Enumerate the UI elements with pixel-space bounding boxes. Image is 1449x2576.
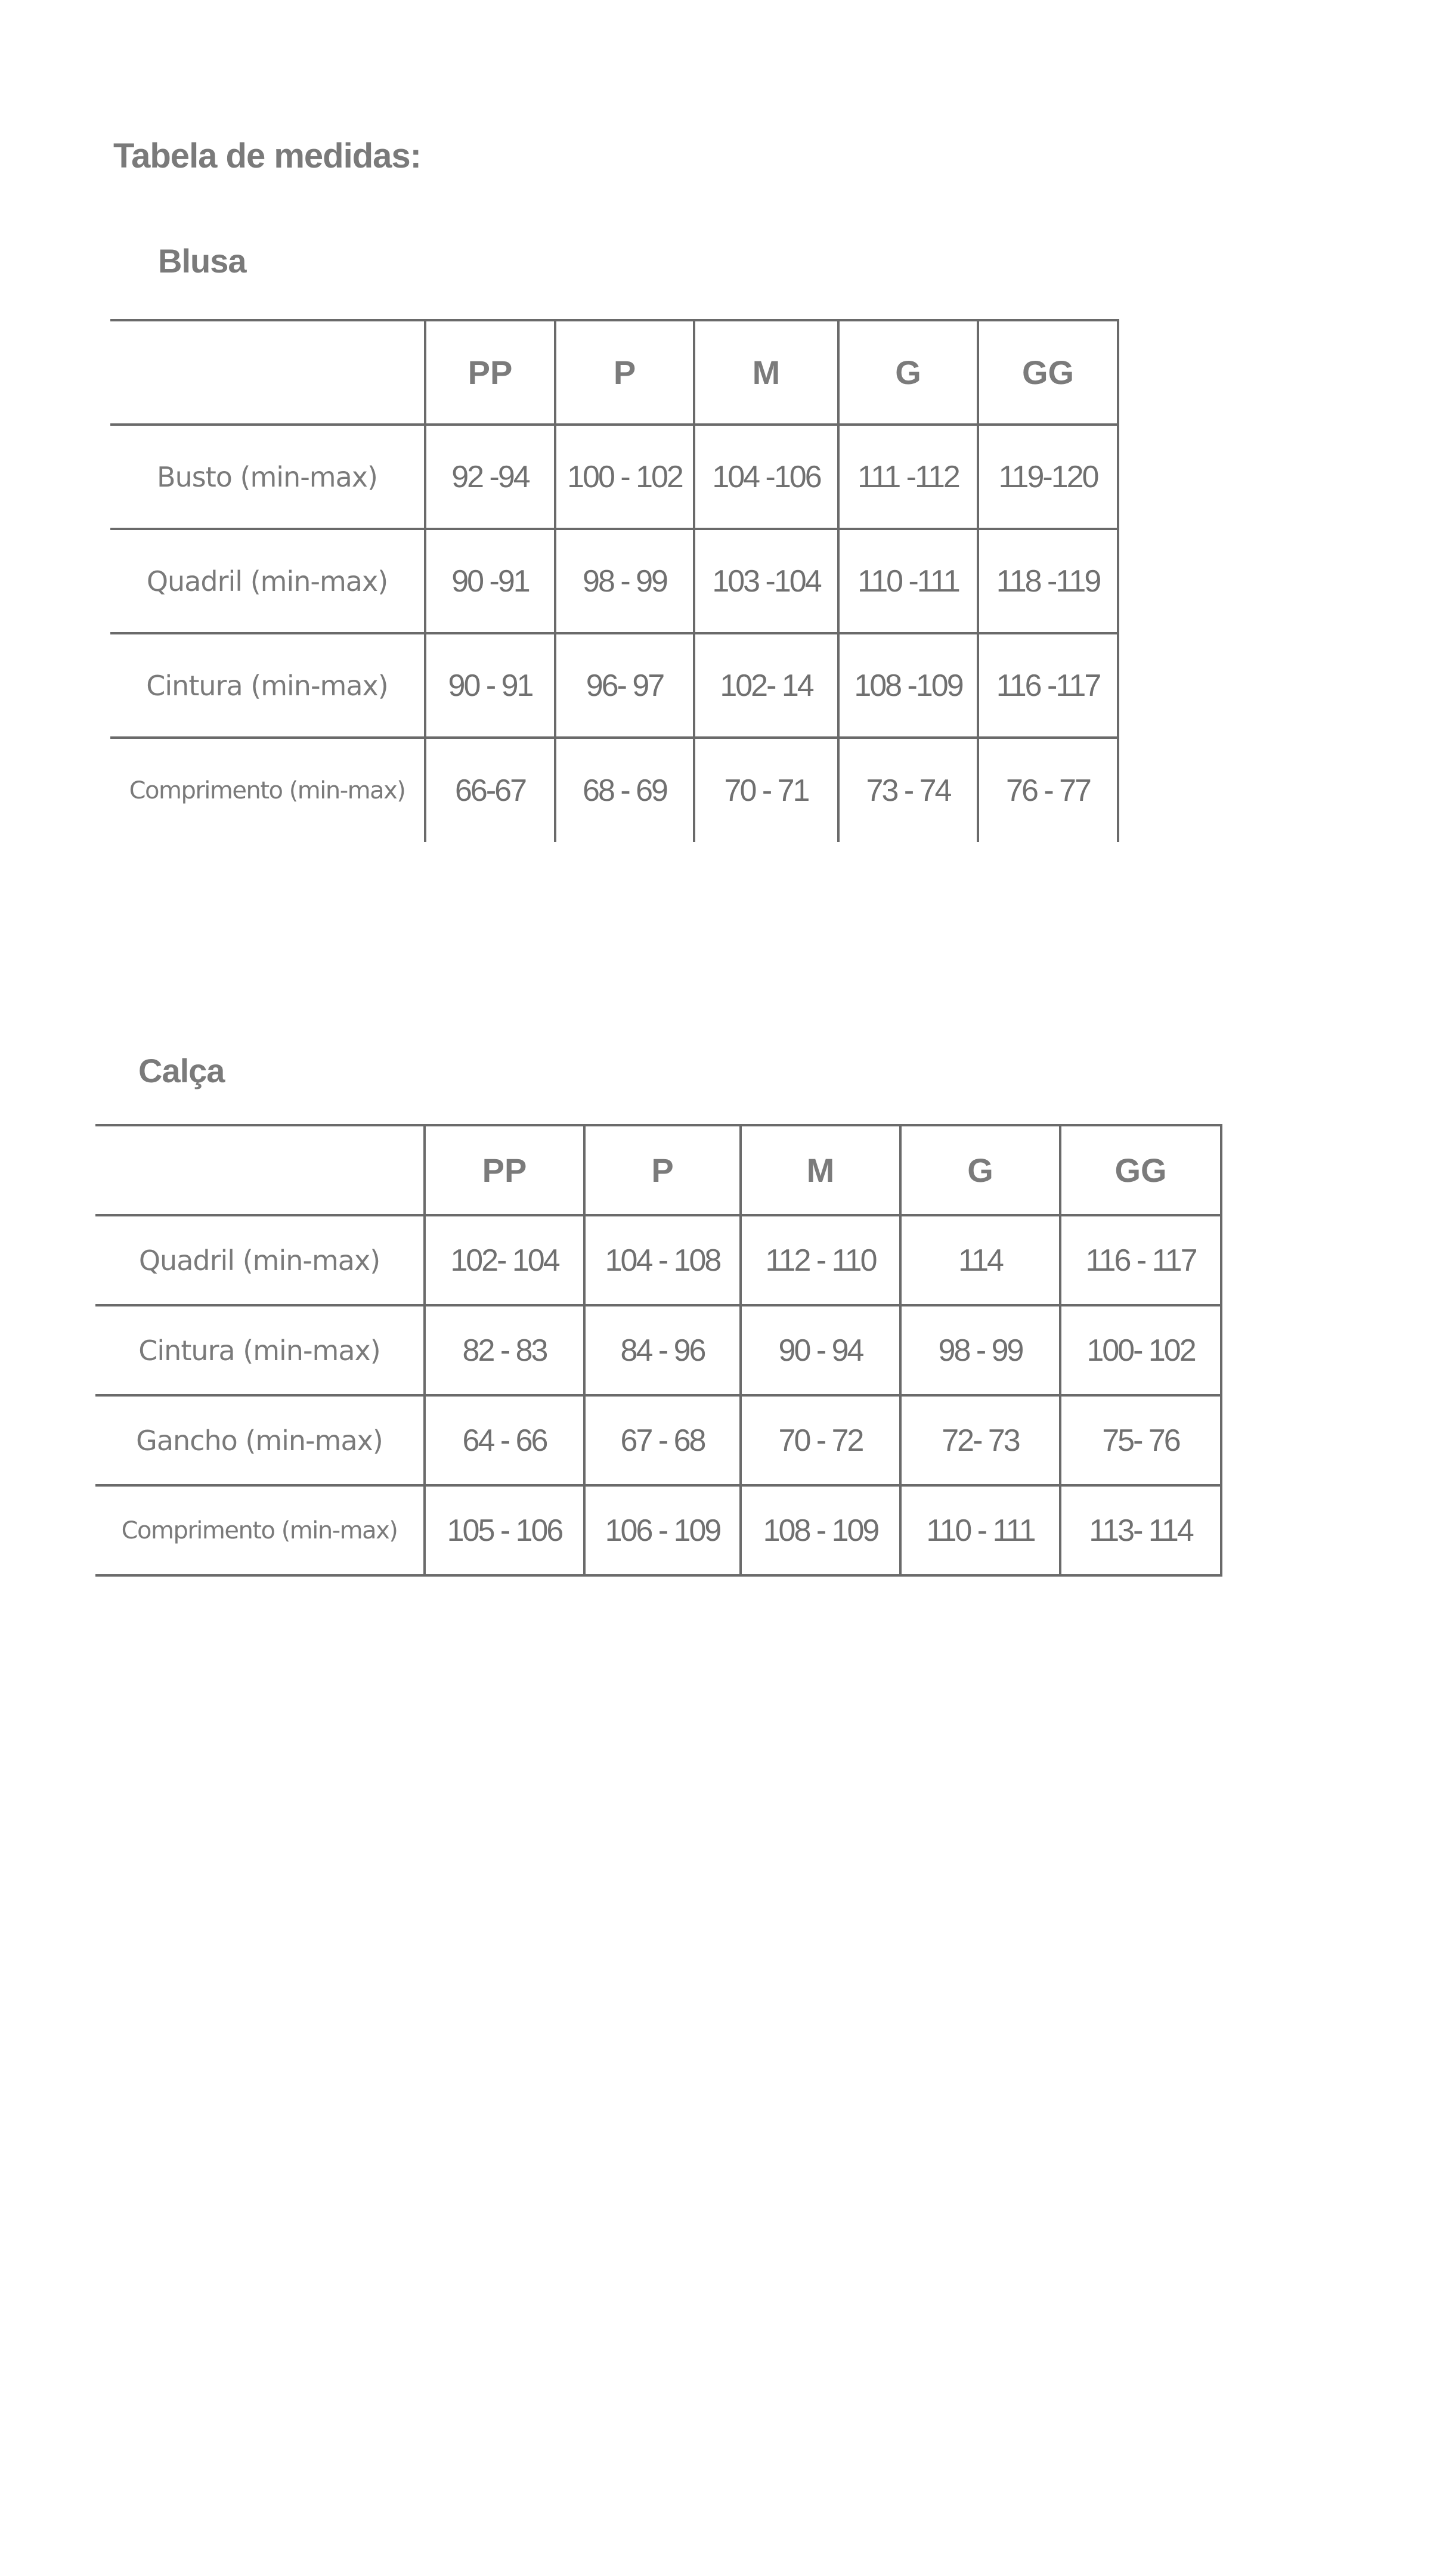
calca-section-title: Calça — [138, 1052, 225, 1089]
blusa-header-row — [110, 320, 1118, 425]
table-row — [110, 633, 1118, 738]
table-cell: 67 - 68 — [584, 1395, 741, 1485]
table-cell: 96- 97 — [555, 633, 694, 738]
size-header-gg: GG — [1060, 1125, 1221, 1215]
row-label-comprimento: Comprimento (min-max) — [95, 1485, 425, 1575]
table-cell: 110 - 111 — [900, 1485, 1060, 1575]
table-cell: 114 — [900, 1215, 1060, 1305]
blusa-size-table — [110, 319, 1119, 842]
table-cell: 116 -117 — [978, 633, 1118, 738]
table-cell: 92 -94 — [425, 425, 555, 529]
table-cell: 112 - 110 — [741, 1215, 900, 1305]
table-cell: 76 - 77 — [978, 738, 1118, 842]
table-cell: 106 - 109 — [584, 1485, 741, 1575]
row-label-quadril: Quadril (min-max) — [95, 1215, 425, 1305]
table-cell: 90 - 94 — [741, 1305, 900, 1395]
table-cell: 108 -109 — [838, 633, 978, 738]
table-cell: 70 - 71 — [694, 738, 838, 842]
size-header-pp: PP — [425, 320, 555, 425]
table-row — [95, 1215, 1221, 1305]
table-cell: 90 - 91 — [425, 633, 555, 738]
table-row — [95, 1395, 1221, 1485]
page-title: Tabela de medidas: — [113, 137, 421, 175]
header-empty-cell — [110, 320, 425, 425]
table-cell: 98 - 99 — [900, 1305, 1060, 1395]
row-label-gancho: Gancho (min-max) — [95, 1395, 425, 1485]
table-cell: 68 - 69 — [555, 738, 694, 842]
table-cell: 98 - 99 — [555, 529, 694, 633]
table-row — [110, 425, 1118, 529]
size-header-pp: PP — [425, 1125, 584, 1215]
table-cell: 102- 14 — [694, 633, 838, 738]
size-header-g: G — [838, 320, 978, 425]
table-cell: 66-67 — [425, 738, 555, 842]
size-header-g: G — [900, 1125, 1060, 1215]
table-cell: 84 - 96 — [584, 1305, 741, 1395]
size-header-m: M — [741, 1125, 900, 1215]
table-cell: 73 - 74 — [838, 738, 978, 842]
header-empty-cell — [95, 1125, 425, 1215]
table-cell: 82 - 83 — [425, 1305, 584, 1395]
table-cell: 118 -119 — [978, 529, 1118, 633]
size-header-p: P — [555, 320, 694, 425]
size-header-m: M — [694, 320, 838, 425]
table-cell: 75- 76 — [1060, 1395, 1221, 1485]
table-cell: 100- 102 — [1060, 1305, 1221, 1395]
blusa-section-title: Blusa — [158, 242, 246, 280]
row-label-quadril: Quadril (min-max) — [110, 529, 425, 633]
row-label-comprimento: Comprimento (min-max) — [110, 738, 425, 842]
table-row — [110, 738, 1118, 842]
table-cell: 103 -104 — [694, 529, 838, 633]
table-cell: 111 -112 — [838, 425, 978, 529]
table-cell: 110 -111 — [838, 529, 978, 633]
row-label-cintura: Cintura (min-max) — [110, 633, 425, 738]
table-cell: 100 - 102 — [555, 425, 694, 529]
table-cell: 105 - 106 — [425, 1485, 584, 1575]
table-cell: 113- 114 — [1060, 1485, 1221, 1575]
table-row — [95, 1485, 1221, 1575]
table-cell: 119-120 — [978, 425, 1118, 529]
size-header-p: P — [584, 1125, 741, 1215]
table-cell: 70 - 72 — [741, 1395, 900, 1485]
table-row — [95, 1305, 1221, 1395]
table-cell: 108 - 109 — [741, 1485, 900, 1575]
table-cell: 72- 73 — [900, 1395, 1060, 1485]
calca-size-table — [95, 1124, 1222, 1577]
table-cell: 104 -106 — [694, 425, 838, 529]
row-label-cintura: Cintura (min-max) — [95, 1305, 425, 1395]
table-cell: 90 -91 — [425, 529, 555, 633]
table-cell: 116 - 117 — [1060, 1215, 1221, 1305]
table-cell: 64 - 66 — [425, 1395, 584, 1485]
row-label-busto: Busto (min-max) — [110, 425, 425, 529]
size-header-gg: GG — [978, 320, 1118, 425]
table-cell: 102- 104 — [425, 1215, 584, 1305]
calca-header-row — [95, 1125, 1221, 1215]
table-cell: 104 - 108 — [584, 1215, 741, 1305]
table-row — [110, 529, 1118, 633]
